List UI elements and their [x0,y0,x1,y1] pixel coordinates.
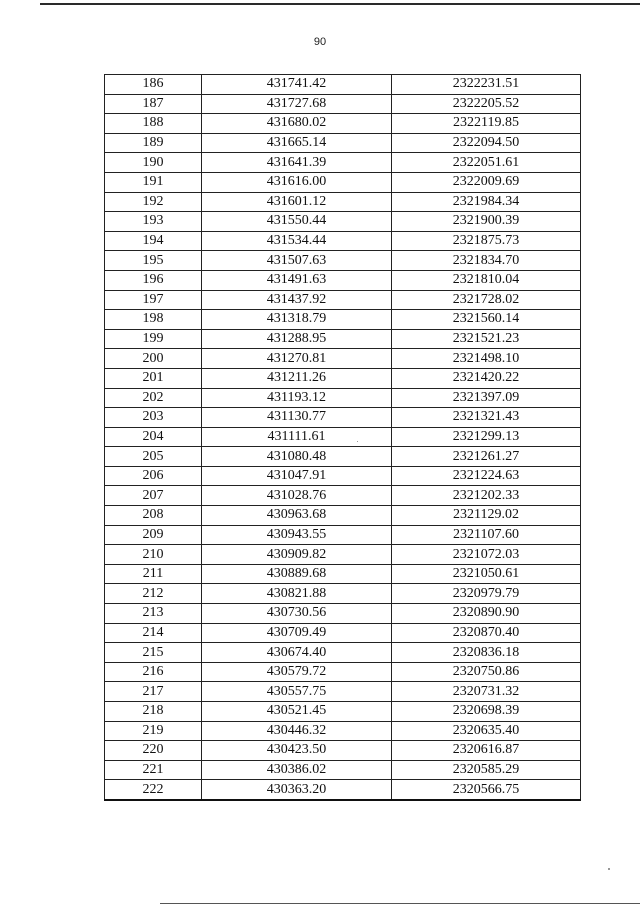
scan-speck [357,441,358,442]
table-row [105,427,581,447]
y-coordinate-cell: 2321299.13 [392,427,581,447]
table-row [105,604,581,624]
point-number-cell: 205 [105,447,202,467]
point-number-cell: 217 [105,682,202,702]
coordinate-table [104,74,581,801]
point-number-cell: 216 [105,662,202,682]
x-coordinate-cell: 431111.61 [202,427,392,447]
table-row [105,643,581,663]
x-coordinate-cell: 431727.68 [202,94,392,114]
x-coordinate-cell: 430557.75 [202,682,392,702]
y-coordinate-cell: 2322205.52 [392,94,581,114]
table-row [105,368,581,388]
scan-edge-bottom [160,903,640,904]
point-number-cell: 193 [105,212,202,232]
table-row [105,721,581,741]
table-row [105,486,581,506]
x-coordinate-cell: 431080.48 [202,447,392,467]
y-coordinate-cell: 2321420.22 [392,368,581,388]
x-coordinate-cell: 430963.68 [202,506,392,526]
point-number-cell: 200 [105,349,202,369]
table-row [105,153,581,173]
table-row [105,329,581,349]
table-row [105,172,581,192]
y-coordinate-cell: 2322051.61 [392,153,581,173]
y-coordinate-cell: 2321498.10 [392,349,581,369]
x-coordinate-cell: 431047.91 [202,466,392,486]
x-coordinate-cell: 431507.63 [202,251,392,271]
x-coordinate-cell: 430579.72 [202,662,392,682]
y-coordinate-cell: 2320870.40 [392,623,581,643]
point-number-cell: 186 [105,75,202,95]
table-row [105,270,581,290]
point-number-cell: 209 [105,525,202,545]
table-row [105,466,581,486]
table-row [105,780,581,800]
x-coordinate-cell: 430674.40 [202,643,392,663]
x-coordinate-cell: 431288.95 [202,329,392,349]
y-coordinate-cell: 2321834.70 [392,251,581,271]
point-number-cell: 202 [105,388,202,408]
x-coordinate-cell: 431534.44 [202,231,392,251]
point-number-cell: 201 [105,368,202,388]
point-number-cell: 218 [105,702,202,722]
y-coordinate-cell: 2321560.14 [392,310,581,330]
table-row [105,388,581,408]
scan-speck [608,868,610,870]
y-coordinate-cell: 2320635.40 [392,721,581,741]
y-coordinate-cell: 2321810.04 [392,270,581,290]
point-number-cell: 208 [105,506,202,526]
y-coordinate-cell: 2322094.50 [392,133,581,153]
x-coordinate-cell: 430386.02 [202,760,392,780]
y-coordinate-cell: 2321072.03 [392,545,581,565]
point-number-cell: 203 [105,408,202,428]
x-coordinate-cell: 430446.32 [202,721,392,741]
x-coordinate-cell: 431211.26 [202,368,392,388]
table-row [105,251,581,271]
y-coordinate-cell: 2321107.60 [392,525,581,545]
x-coordinate-cell: 430909.82 [202,545,392,565]
point-number-cell: 194 [105,231,202,251]
y-coordinate-cell: 2320698.39 [392,702,581,722]
table-row [105,760,581,780]
x-coordinate-cell: 430730.56 [202,604,392,624]
x-coordinate-cell: 430423.50 [202,741,392,761]
x-coordinate-cell: 430821.88 [202,584,392,604]
y-coordinate-cell: 2320979.79 [392,584,581,604]
point-number-cell: 206 [105,466,202,486]
y-coordinate-cell: 2322009.69 [392,172,581,192]
point-number-cell: 219 [105,721,202,741]
table-row [105,94,581,114]
table-row [105,231,581,251]
table-row [105,623,581,643]
table-row [105,114,581,134]
point-number-cell: 213 [105,604,202,624]
y-coordinate-cell: 2320750.86 [392,662,581,682]
y-coordinate-cell: 2321129.02 [392,506,581,526]
y-coordinate-cell: 2320731.32 [392,682,581,702]
point-number-cell: 195 [105,251,202,271]
x-coordinate-cell: 431130.77 [202,408,392,428]
x-coordinate-cell: 431601.12 [202,192,392,212]
point-number-cell: 192 [105,192,202,212]
y-coordinate-cell: 2320890.90 [392,604,581,624]
page-number: 90 [313,36,327,48]
y-coordinate-cell: 2321224.63 [392,466,581,486]
table-row [105,133,581,153]
point-number-cell: 214 [105,623,202,643]
y-coordinate-cell: 2322231.51 [392,75,581,95]
y-coordinate-cell: 2320616.87 [392,741,581,761]
table-row [105,741,581,761]
point-number-cell: 211 [105,564,202,584]
x-coordinate-cell: 431318.79 [202,310,392,330]
table-row [105,682,581,702]
x-coordinate-cell: 431437.92 [202,290,392,310]
y-coordinate-cell: 2320836.18 [392,643,581,663]
scan-edge-top [40,3,640,5]
y-coordinate-cell: 2320585.29 [392,760,581,780]
y-coordinate-cell: 2321050.61 [392,564,581,584]
table-row [105,212,581,232]
point-number-cell: 190 [105,153,202,173]
point-number-cell: 187 [105,94,202,114]
x-coordinate-cell: 431550.44 [202,212,392,232]
point-number-cell: 189 [105,133,202,153]
point-number-cell: 197 [105,290,202,310]
x-coordinate-cell: 431641.39 [202,153,392,173]
table-row [105,702,581,722]
x-coordinate-cell: 430709.49 [202,623,392,643]
x-coordinate-cell: 431665.14 [202,133,392,153]
x-coordinate-cell: 430521.45 [202,702,392,722]
y-coordinate-cell: 2320566.75 [392,780,581,800]
x-coordinate-cell: 431680.02 [202,114,392,134]
point-number-cell: 215 [105,643,202,663]
x-coordinate-cell: 431028.76 [202,486,392,506]
x-coordinate-cell: 430943.55 [202,525,392,545]
point-number-cell: 204 [105,427,202,447]
table-row [105,506,581,526]
y-coordinate-cell: 2322119.85 [392,114,581,134]
point-number-cell: 221 [105,760,202,780]
x-coordinate-cell: 431270.81 [202,349,392,369]
table-row [105,192,581,212]
y-coordinate-cell: 2321321.43 [392,408,581,428]
table-row [105,447,581,467]
table-row [105,408,581,428]
point-number-cell: 199 [105,329,202,349]
point-number-cell: 212 [105,584,202,604]
y-coordinate-cell: 2321261.27 [392,447,581,467]
table-row [105,75,581,95]
coordinate-table-body [105,75,581,800]
y-coordinate-cell: 2321984.34 [392,192,581,212]
x-coordinate-cell: 430363.20 [202,780,392,800]
table-row [105,290,581,310]
x-coordinate-cell: 431616.00 [202,172,392,192]
table-row [105,349,581,369]
y-coordinate-cell: 2321900.39 [392,212,581,232]
table-row [105,584,581,604]
table-row [105,545,581,565]
table-row [105,525,581,545]
point-number-cell: 196 [105,270,202,290]
point-number-cell: 188 [105,114,202,134]
point-number-cell: 207 [105,486,202,506]
point-number-cell: 210 [105,545,202,565]
x-coordinate-cell: 430889.68 [202,564,392,584]
point-number-cell: 198 [105,310,202,330]
y-coordinate-cell: 2321728.02 [392,290,581,310]
table-row [105,662,581,682]
point-number-cell: 220 [105,741,202,761]
y-coordinate-cell: 2321202.33 [392,486,581,506]
y-coordinate-cell: 2321397.09 [392,388,581,408]
x-coordinate-cell: 431193.12 [202,388,392,408]
table-row [105,310,581,330]
point-number-cell: 222 [105,780,202,800]
y-coordinate-cell: 2321875.73 [392,231,581,251]
x-coordinate-cell: 431741.42 [202,75,392,95]
x-coordinate-cell: 431491.63 [202,270,392,290]
y-coordinate-cell: 2321521.23 [392,329,581,349]
point-number-cell: 191 [105,172,202,192]
table-row [105,564,581,584]
